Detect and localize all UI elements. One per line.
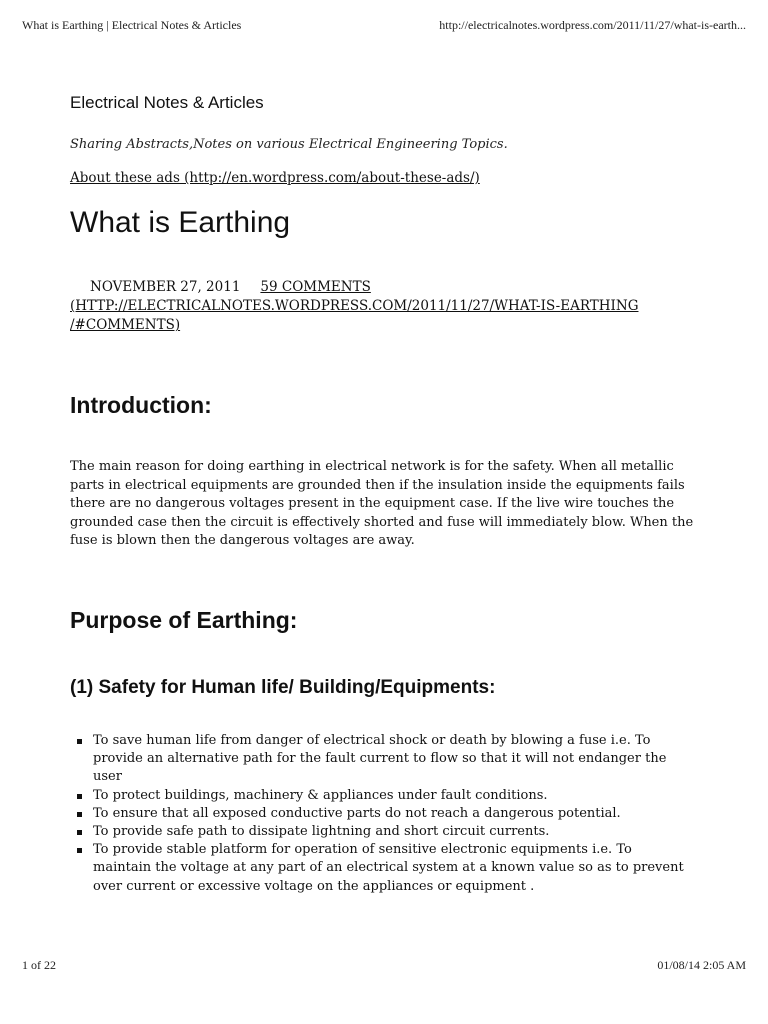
list-item-text: To save human life from danger of electrical shock or death by blowing a fuse i.e. To provide an alternative path for the fault current to flow so that it will not endanger the user bbox=[93, 733, 667, 785]
list-item bbox=[76, 787, 688, 805]
list-item bbox=[76, 841, 688, 896]
site-title-link[interactable]: Electrical Notes & Articles bbox=[70, 93, 264, 112]
purpose-heading: Purpose of Earthing: bbox=[70, 607, 298, 633]
introduction-paragraph: The main reason for doing earthing in electrical network is for the safety. When all metallic parts in electrical equipments are grounded then if the insulation inside the equipments fails there are no dangerous voltages present in the equipment case. If the live wire touches the grounded case then the circuit is effectively shorted and fuse will immediately blow. When the fuse is blown then the dangerous voltages are away. bbox=[70, 459, 694, 548]
list-item bbox=[76, 805, 688, 823]
list-item-text: To provide stable platform for operation of sensitive electronic equipments i.e. To maintain the voltage at any part of an electrical system at a known value so as to prevent over current or excessive voltage on the appliances or equipment . bbox=[93, 842, 684, 894]
comments-link[interactable]: 59 COMMENTS (HTTP://ELECTRICALNOTES.WORDPRESS.COM/2011/11/27/WHAT-IS-EARTHING /#COMMENTS) bbox=[70, 279, 639, 333]
list-item-text: To protect buildings, machinery & appliances under fault conditions. bbox=[93, 787, 548, 803]
bullet-square-icon bbox=[77, 848, 82, 853]
print-header-title: What is Earthing | Electrical Notes & Articles bbox=[22, 18, 242, 32]
post-date: NOVEMBER 27, 2011 bbox=[90, 279, 241, 295]
list-item bbox=[76, 732, 688, 787]
site-tagline: Sharing Abstracts,Notes on various Electrical Engineering Topics. bbox=[70, 137, 508, 152]
bullet-square-icon bbox=[77, 830, 82, 835]
about-ads-link[interactable]: About these ads (http://en.wordpress.com/about-these-ads/) bbox=[70, 170, 480, 186]
list-item bbox=[76, 823, 688, 841]
purpose-bullet-list bbox=[76, 732, 688, 896]
safety-subheading: (1) Safety for Human life/ Building/Equipments: bbox=[70, 677, 496, 698]
print-footer bbox=[22, 958, 746, 974]
post-meta bbox=[70, 278, 690, 335]
bullet-square-icon bbox=[77, 739, 82, 744]
page-count: 1 of 22 bbox=[22, 958, 56, 972]
introduction-heading: Introduction: bbox=[70, 392, 212, 418]
bullet-square-icon bbox=[77, 794, 82, 799]
list-item-text: To provide safe path to dissipate lightning and short circuit currents. bbox=[93, 824, 550, 840]
print-header-url: http://electricalnotes.wordpress.com/2011/11/27/what-is-earth... bbox=[439, 18, 746, 32]
bullet-square-icon bbox=[77, 812, 82, 817]
post-title: What is Earthing bbox=[70, 206, 291, 239]
print-header bbox=[22, 18, 746, 34]
print-timestamp: 01/08/14 2:05 AM bbox=[657, 958, 746, 972]
list-item-text: To ensure that all exposed conductive parts do not reach a dangerous potential. bbox=[93, 805, 621, 821]
